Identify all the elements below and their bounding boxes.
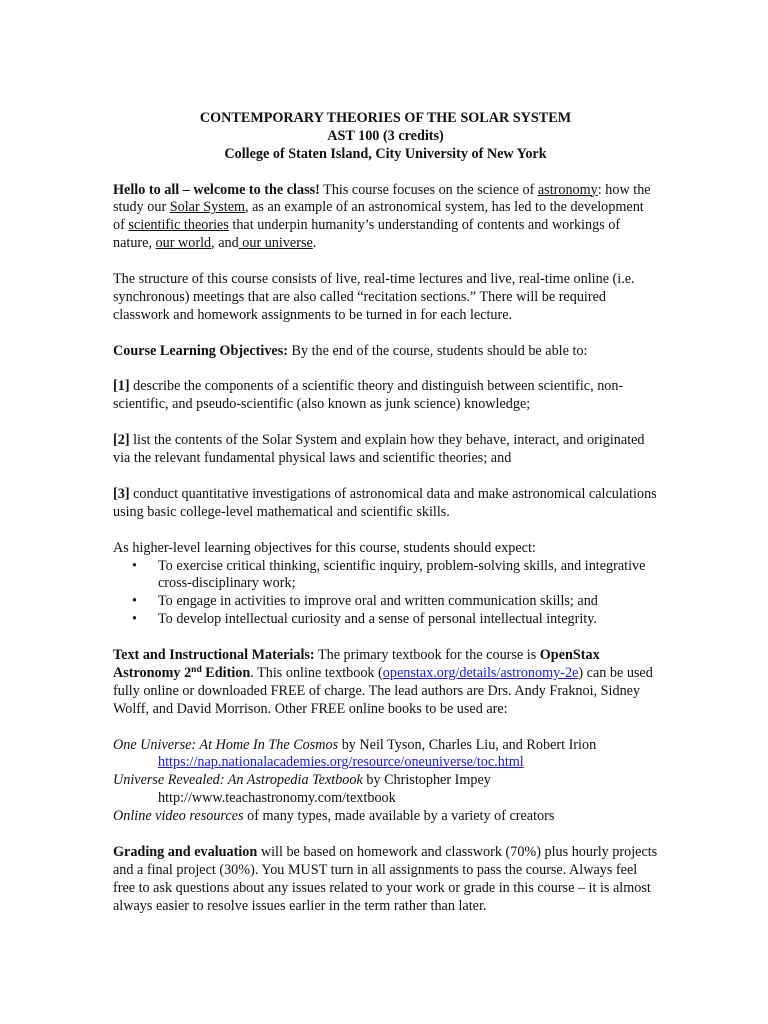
reference-title: Universe Revealed: An Astropedia Textbook bbox=[113, 772, 363, 789]
grading-heading: Grading and evaluation bbox=[113, 843, 258, 860]
reference-link[interactable]: https://nap.nationalacademies.org/resource/oneuniverse/toc.html bbox=[158, 754, 524, 771]
college-name: College of Staten Island, City University of New York bbox=[224, 145, 547, 162]
reference-title: Online video resources bbox=[113, 808, 244, 825]
objectives-heading-paragraph: Course Learning Objectives: By the end of the course, students should be able to: bbox=[113, 342, 588, 359]
objective-item-2: [2] list the contents of the Solar System and explain how they behave, interact, and originated via the relevant fundamental physical laws and scientific theories; and bbox=[113, 432, 645, 467]
bullet-icon: • bbox=[132, 611, 137, 628]
reference-item: Online video resources of many types, made available by a variety of creators bbox=[113, 808, 555, 825]
list-item: • To exercise critical thinking, scientific inquiry, problem-solving skills, and integrative cross-disciplinary work; bbox=[132, 557, 646, 592]
textbook-link[interactable]: openstax.org/details/astronomy-2e bbox=[382, 664, 579, 681]
textbook-name: OpenStax Astronomy 2nd Edition bbox=[113, 647, 600, 681]
link-astronomy[interactable]: astronomy bbox=[537, 181, 598, 198]
higher-objectives-list bbox=[113, 558, 658, 630]
bullet-icon: • bbox=[132, 557, 137, 574]
objective-number: [2] bbox=[113, 432, 130, 449]
reference-item: One Universe: At Home In The Cosmos by Neil Tyson, Charles Liu, and Robert Irion bbox=[113, 736, 597, 753]
structure-paragraph: The structure of this course consists of live, real-time lectures and live, real-time online (i.e. synchronous) meetings that are also called “recitation sections.” There will be required classwork and homework assignments to be turned in for each lecture. bbox=[113, 271, 635, 323]
course-code: AST 100 (3 credits) bbox=[327, 127, 444, 144]
intro-paragraph: Hello to all – welcome to the class! This course focuses on the science of astronomy: how the study our Solar System, as an example of an astronomical system, has led to the development of scientific theories that underpin humanity’s understanding of contents and workings of nature, our world, and our universe. bbox=[113, 181, 651, 252]
grading-paragraph: Grading and evaluation will be based on homework and classwork (70%) plus hourly projects and a final project (30%). You MUST turn in all assignments to pass the course. Always feel free to ask questions about any issues related to your work or grade in this course – it is almost always easier to resolve issues earlier in the term rather than later. bbox=[113, 843, 658, 914]
materials-paragraph: Text and Instructional Materials: The primary textbook for the course is OpenStax Astronomy 2nd Edition. This online textbook (openstax.org/details/astronomy-2e) can be used fully online or downloaded FREE of charge. The lead authors are Drs. Andy Fraknoi, Sidney Wolff, and David Morrison. Other FREE online books to be used are: bbox=[113, 647, 653, 717]
course-title: CONTEMPORARY THEORIES OF THE SOLAR SYSTEM bbox=[199, 110, 572, 126]
bullet-icon: • bbox=[132, 593, 137, 610]
higher-objectives-intro: As higher-level learning objectives for this course, students should expect: bbox=[113, 539, 536, 556]
reference-url: http://www.teachastronomy.com/textbook bbox=[158, 790, 396, 807]
link-scientific-theories[interactable]: scientific theories bbox=[128, 217, 229, 234]
link-our-universe[interactable]: our universe bbox=[238, 235, 313, 252]
document-body bbox=[113, 110, 658, 933]
reference-list bbox=[113, 737, 658, 827]
objective-item-1: [1] describe the components of a scientific theory and distinguish between scientific, non-scientific, and pseudo-scientific (also known as junk science) knowledge; bbox=[113, 378, 624, 413]
reference-title: One Universe: At Home In The Cosmos bbox=[113, 736, 339, 753]
reference-item: Universe Revealed: An Astropedia Textbook by Christopher Impey bbox=[113, 772, 491, 789]
objective-number: [3] bbox=[113, 485, 130, 502]
link-our-world[interactable]: our world bbox=[155, 235, 212, 252]
objective-item-3: [3] conduct quantitative investigations of astronomical data and make astronomical calculations using basic college-level mathematical and scientific skills. bbox=[113, 485, 657, 520]
materials-heading: Text and Instructional Materials: bbox=[113, 647, 315, 664]
link-solar-system[interactable]: Solar System bbox=[169, 199, 246, 216]
list-item: • To develop intellectual curiosity and a sense of personal intellectual integrity. bbox=[132, 611, 597, 628]
course-header bbox=[113, 110, 658, 164]
list-item: • To engage in activities to improve oral and written communication skills; and bbox=[132, 593, 598, 610]
objective-number: [1] bbox=[113, 378, 130, 395]
objectives-heading: Course Learning Objectives: bbox=[113, 342, 288, 359]
greeting: Hello to all – welcome to the class! bbox=[113, 181, 320, 198]
